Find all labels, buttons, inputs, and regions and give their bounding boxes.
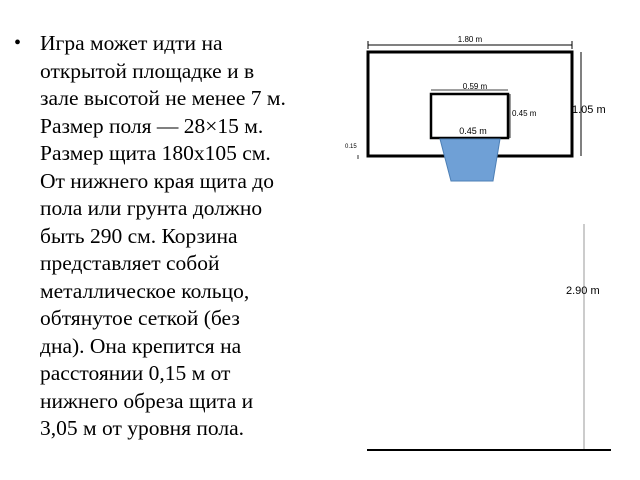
inner-width-top-label: 0.59 m [462,82,488,91]
inner-width-bottom-label: 0.45 m [459,126,487,136]
board-width-label: 1.80 m [457,35,483,44]
bullet-icon: • [14,32,22,54]
inner-height-label: 0.45 m [512,109,537,118]
bullet-text: Игра может идти на открытой площадке и в зале высотой не менее 7 м. Размер поля — 28×15 м. Размер щита 180х105 см. От нижнего края щита до пола или грунта должно быть 290 см. Корзина представляет собой металлическое кольцо, обтянутое сеткой (без дна). Она крепится на расстоянии 0,15 м от нижнего обреза щита и 3,05 м от уровня пола. [40,31,286,440]
floor-height-label: 2.90 m [566,285,600,297]
rim-offset-label: 0.15 [345,144,357,150]
board-height-label-text: 1.05 m [572,104,606,116]
basket-net [440,139,500,181]
